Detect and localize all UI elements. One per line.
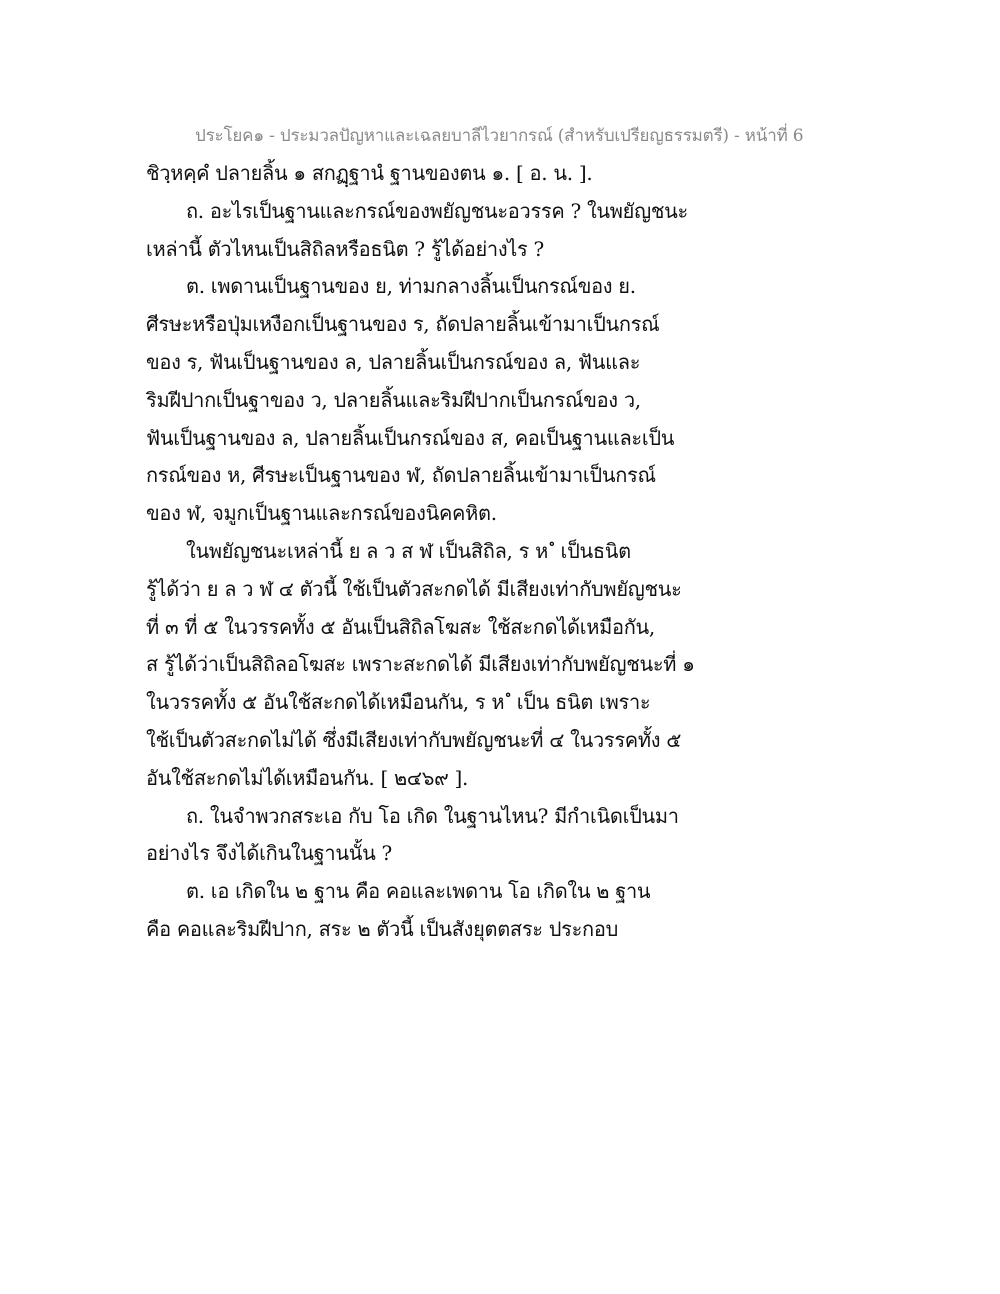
text-line-2: ถ. อะไรเป็นฐานและกรณ์ของพยัญชนะอวรรค ? ในพยัญชนะ [186, 198, 688, 223]
text-line-9: กรณ์ของ ห, ศีรษะเป็นฐานของ ฬ, ถัดปลายลิ้นเข้ามาเป็นกรณ์ [146, 463, 656, 488]
text-line-17: อันใช้สะกดไม่ได้เหมือนกัน. [ ๒๔๖๙ ]. [146, 765, 469, 790]
text-line-3: เหล่านี้ ตัวไหนเป็นสิถิลหรือธนิต ? รู้ได้อย่างไร ? [146, 236, 544, 261]
text-line-6: ของ ร, ฟันเป็นฐานของ ล, ปลายลิ้นเป็นกรณ์ของ ล, ฟันและ [146, 349, 641, 374]
text-line-5: ศีรษะหรือปุ่มเหงือกเป็นฐานของ ร, ถัดปลายลิ้นเข้ามาเป็นกรณ์ [146, 312, 660, 337]
text-line-14: ส รู้ได้ว่าเป็นสิถิลอโฆสะ เพราะสะกดได้ มีเสียงเท่ากับพยัญชนะที่ ๑ [146, 652, 695, 677]
page-header: ประโยค๑ - ประมวลปัญหาและเฉลยบาลีไวยากรณ์ (สำหรับเปรียญธรรมตรี) - หน้าที่ 6 [195, 126, 804, 146]
text-line-11: ในพยัญชนะเหล่านี้ ย ล ว ส ฬ เป็นสิถิล, ร ห ํ เป็นธนิต [186, 538, 631, 563]
text-line-21: คือ คอและริมฝีปาก, สระ ๒ ตัวนี้ เป็นสังยุตตสระ ประกอบ [146, 916, 618, 941]
text-line-1: ชิวฺหคฺคํ ปลายลิ้น ๑ สกฏฺฐานํ ฐานของตน ๑. [ อ. น. ]. [146, 161, 593, 185]
text-line-7: ริมฝีปากเป็นฐาของ ว, ปลายลิ้นและริมฝีปากเป็นกรณ์ของ ว, [146, 387, 641, 412]
text-line-18: ถ. ในจำพวกสระเอ กับ โอ เกิด ในฐานไหน? มีกำเนิดเป็นมา [186, 803, 679, 828]
page-body [146, 155, 706, 949]
text-line-12: รู้ได้ว่า ย ล ว ฬ ๔ ตัวนี้ ใช้เป็นตัวสะกดได้ มีเสียงเท่ากับพยัญชนะ [146, 576, 682, 601]
text-line-20: ต. เอ เกิดใน ๒ ฐาน คือ คอและเพดาน โอ เกิดใน ๒ ฐาน [186, 879, 651, 904]
text-line-15: ในวรรคทั้ง ๕ อันใช้สะกดได้เหมือนกัน, ร ห ํ เป็น ธนิต เพราะ [146, 690, 651, 715]
text-line-8: ฟันเป็นฐานของ ล, ปลายลิ้นเป็นกรณ์ของ ส, คอเป็นฐานและเป็น [146, 425, 675, 450]
text-line-19: อย่างไร จึงได้เกินในฐานนั้น ? [146, 841, 392, 866]
text-line-16: ใช้เป็นตัวสะกดไม่ได้ ซึ่งมีเสียงเท่ากับพยัญชนะที่ ๔ ในวรรคทั้ง ๕ [146, 727, 682, 752]
text-line-13: ที่ ๓ ที่ ๕ ในวรรคทั้ง ๕ อันเป็นสิถิลโฆสะ ใช้สะกดได้เหมือกัน, [146, 614, 655, 639]
text-line-10: ของ ฬ, จมูกเป็นฐานและกรณ์ของนิคคหิต. [146, 501, 497, 526]
text-line-4: ต. เพดานเป็นฐานของ ย, ท่ามกลางลิ้นเป็นกรณ์ของ ย. [186, 274, 636, 299]
